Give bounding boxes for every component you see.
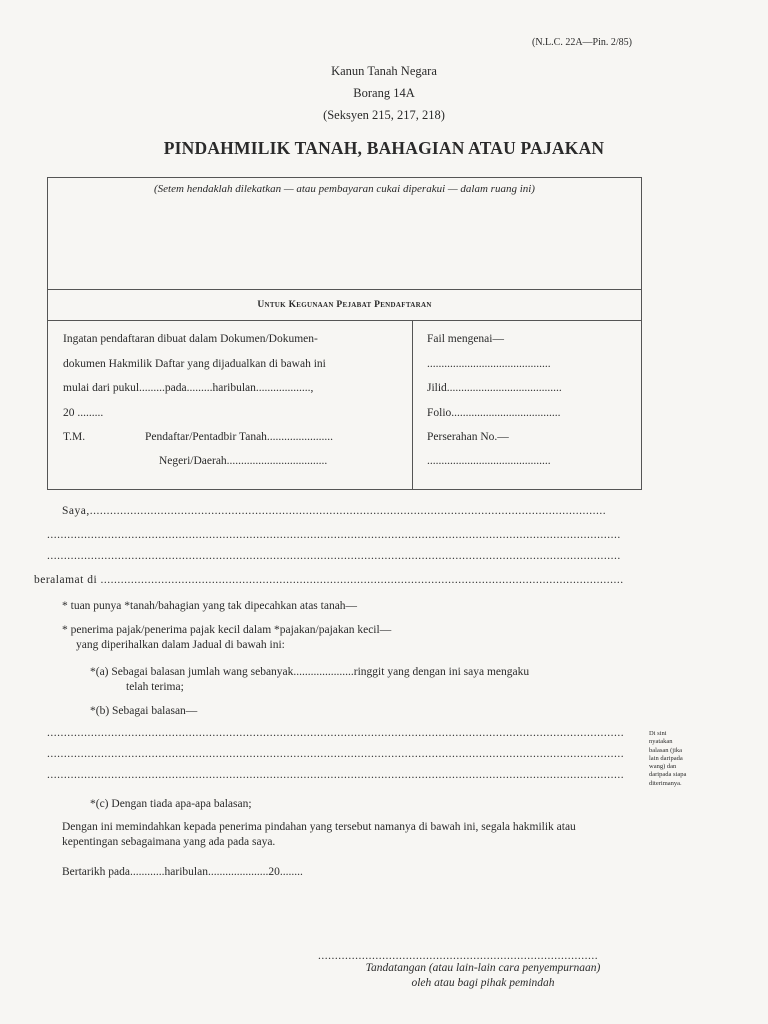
margin-note-line: diterimanya. — [649, 779, 682, 787]
margin-note-line: wang) dan — [649, 763, 677, 771]
consideration-line-1: ........................................................................................................................................................................... — [47, 727, 625, 739]
stamp-space-note: (Setem hendaklah dilekatkan — atau pembayaran cukai diperakui — dalam ruang ini) — [154, 183, 535, 195]
transferor-name-line-3: .......................................................................................................................................................................... — [47, 550, 621, 562]
form-reference: (N.L.C. 22A—Pin. 2/85) — [532, 37, 632, 48]
signature-caption-2: oleh atau bagi pihak pemindah — [411, 977, 555, 989]
office-use-header — [48, 289, 641, 321]
margin-note-line: Di sini — [649, 730, 667, 737]
consideration-money-option: *(a) Sebagai balasan jumlah wang sebanyak.....................ringgit yang dengan ini saya mengaku — [90, 666, 530, 678]
consideration-line-2: ........................................................................................................................................................................... — [47, 748, 625, 760]
address-line: beralamat di ........................................................................................................................................................... — [34, 574, 624, 586]
no-consideration-option: *(c) Dengan tiada apa-apa balasan; — [90, 798, 252, 810]
column-divider — [412, 321, 413, 490]
presentation-number-line: ........................................... — [427, 455, 551, 467]
file-reference-line: ........................................... — [427, 358, 551, 370]
schedule-reference: yang diperihalkan dalam Jadual di bawah ini: — [76, 639, 285, 651]
presentation-number-label: Perserahan No.— — [427, 431, 509, 443]
consideration-line-3: ........................................................................................................................................................................... — [47, 769, 625, 781]
transfer-statement: Dengan ini memindahkan kepada penerima pindahan yang tersebut namanya di bawah ini, segala hakmilik atau — [62, 821, 576, 833]
margin-note-line: nyatakan — [649, 738, 673, 746]
folio-line: Folio...................................... — [427, 407, 561, 419]
margin-note — [649, 730, 719, 788]
margin-note-line: daripada siapa — [649, 771, 687, 779]
registration-year: 20 ......... — [63, 407, 104, 419]
margin-note-line: balasan (jika — [649, 746, 683, 754]
office-use-title: Untuk Kegunaan Pejabat Pendaftaran — [257, 300, 432, 310]
volume-line: Jilid........................................ — [427, 382, 562, 394]
lessee-option: * penerima pajak/penerima pajak kecil dalam *pajakan/pajakan kecil— — [62, 624, 392, 636]
date-line: Bertarikh pada............haribulan.....................20........ — [62, 866, 303, 878]
stamp-and-registration-box — [47, 177, 642, 490]
transferor-name-line-2: .......................................................................................................................................................................... — [47, 529, 621, 541]
sections-reference: (Seksyen 215, 217, 218) — [323, 108, 445, 122]
registration-line: dokumen Hakmilik Daftar yang dijadualkan di bawah ini — [63, 358, 326, 370]
margin-note-line: lain daripada — [649, 754, 683, 762]
registration-line: mulai dari pukul.........pada.........haribulan..................., — [63, 382, 314, 394]
signature-line: ................................................................................... — [318, 950, 599, 962]
document-title: PINDAHMILIK TANAH, BAHAGIAN ATAU PAJAKAN — [163, 138, 605, 158]
file-reference-label: Fail mengenai— — [427, 333, 504, 345]
law-name: Kanun Tanah Negara — [331, 64, 437, 78]
owner-option: * tuan punya *tanah/bahagian yang tak dipecahkan atas tanah— — [62, 600, 358, 612]
registrar-signature-line: Pendaftar/Pentadbir Tanah....................... — [145, 431, 334, 443]
consideration-other-option: *(b) Sebagai balasan— — [90, 705, 198, 717]
registration-tm: T.M. — [63, 431, 86, 443]
transfer-statement-continued: kepentingan sebagaimana yang ada pada saya. — [62, 836, 276, 848]
state-district-line: Negeri/Daerah................................... — [159, 455, 328, 467]
form-number: Borang 14A — [353, 86, 415, 100]
transferor-name-line: Saya,......................................................................................................................................................... — [62, 505, 607, 517]
signature-caption: Tandatangan (atau lain-lain cara penyempurnaan) — [365, 962, 601, 974]
registration-line: Ingatan pendaftaran dibuat dalam Dokumen/Dokumen- — [63, 333, 318, 345]
consideration-received: telah terima; — [126, 681, 184, 693]
